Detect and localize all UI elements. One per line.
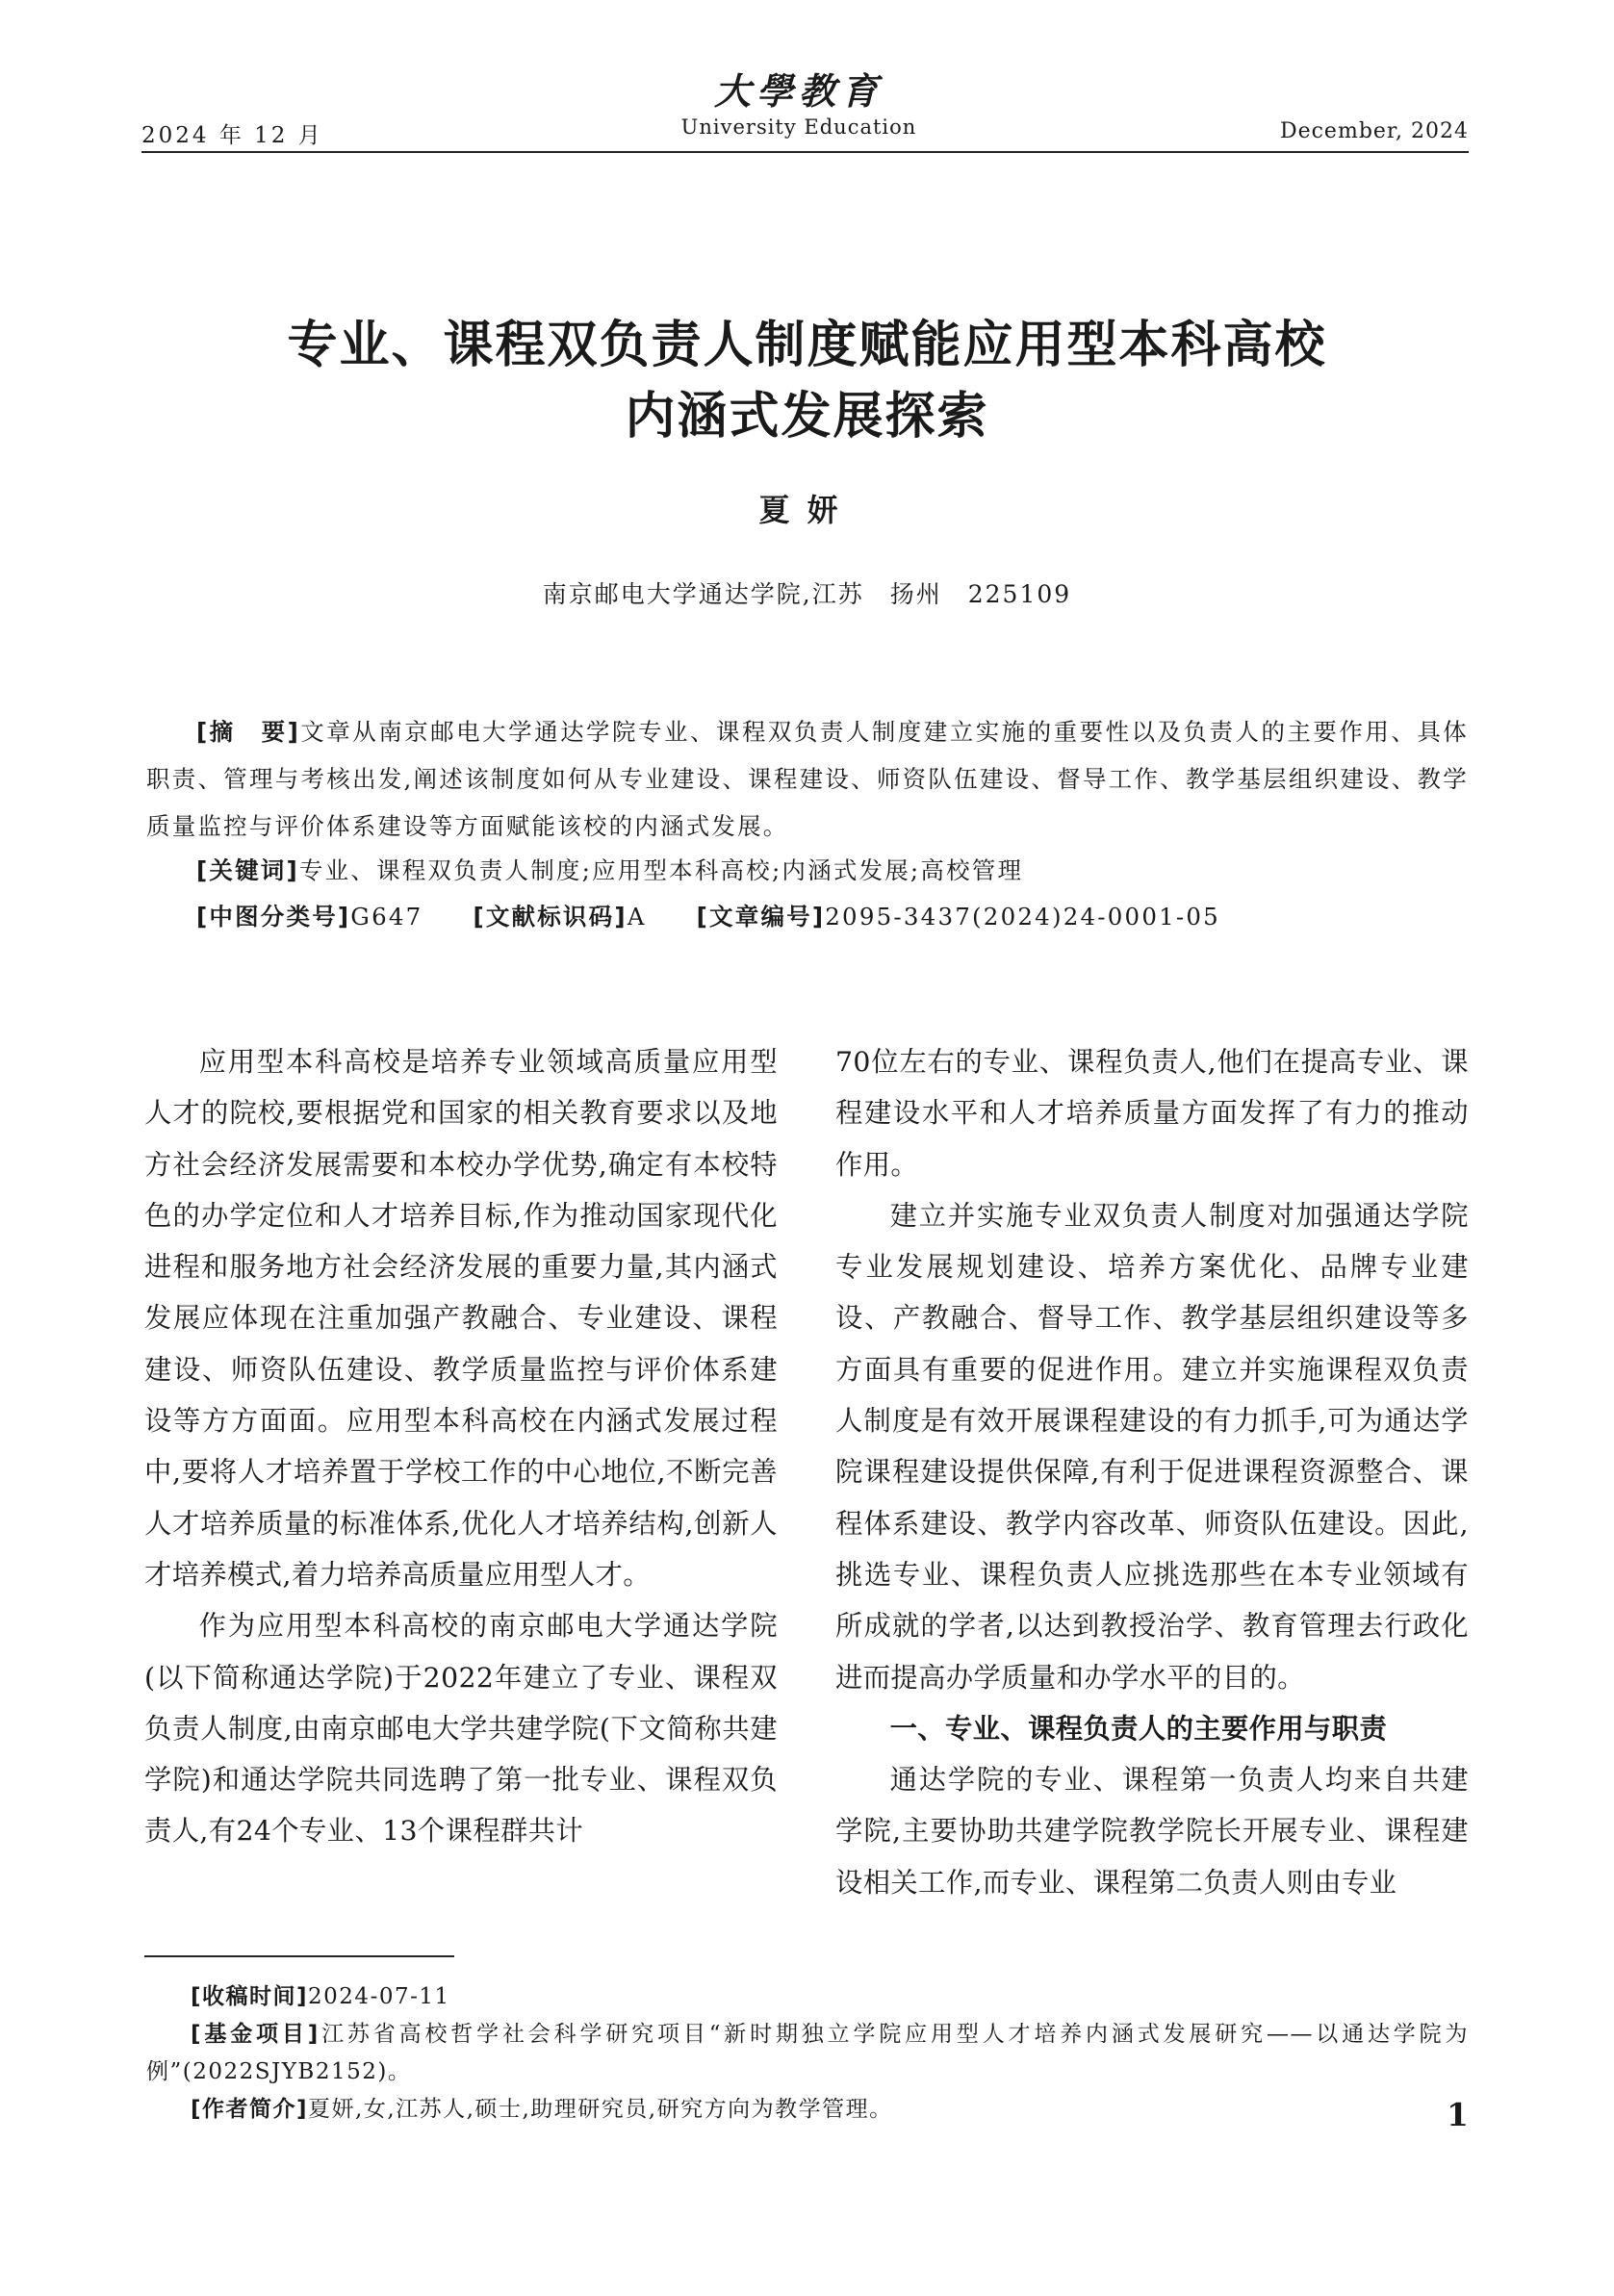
doc-code-label: [文献标识码] xyxy=(473,903,628,931)
header-date-cn: 2024 年 12 月 xyxy=(141,123,323,148)
footnote-author-bio xyxy=(146,2091,1513,2129)
keywords-label: [关键词] xyxy=(196,856,299,884)
body-left-column xyxy=(144,1036,778,1857)
header-rule xyxy=(141,151,1469,153)
author-affiliation: 南京邮电大学通达学院,江苏 扬州 225109 xyxy=(542,580,1072,608)
abstract-text: 文章从南京邮电大学通达学院专业、课程双负责人制度建立实施的重要性以及负责人的主要作用、具体职责、管理与考核出发,阐述该制度如何从专业建设、课程建设、师资队伍建设、督导工作、教学基层组织建设、教学质量监控与评价体系建设等方面赋能该校的内涵式发展。 xyxy=(146,718,1469,840)
author-bio-value: 夏妍,女,江苏人,硕士,助理研究员,研究方向为教学管理。 xyxy=(308,2097,893,2122)
author-bio-label: [作者简介] xyxy=(191,2097,309,2122)
classification-row xyxy=(146,893,1519,940)
section-heading: 一、专业、课程负责人的主要作用与职责 xyxy=(889,1712,1388,1745)
received-value: 2024-07-11 xyxy=(308,1984,450,2009)
article-title-line-2: 内涵式发展探索 xyxy=(625,388,989,446)
body-paragraph: 建立并实施专业双负责人制度对加强通达学院专业发展规划建设、培养方案优化、品牌专业建设、产教融合、督导工作、教学基层组织建设等多方面具有重要的促进作用。建立并实施课程双负责人制度是有效开展课程建设的有力抓手,可为通达学院课程建设提供保障,有利于促进课程资源整合、课程体系建设、教学内容改革、师资队伍建设。因此,挑选专业、课程负责人应挑选那些在本专业领域有所成就的学者,以达到教授治学、教育管理去行政化进而提高办学质量和办学水平的目的。 xyxy=(835,1199,1469,1694)
abstract xyxy=(146,708,1469,850)
fund-value: 江苏省高校哲学社会科学研究项目“新时期独立学院应用型人才培养内涵式发展研究——以通达学院为例”(2022SJYB2152)。 xyxy=(146,2022,1469,2084)
clc-label: [中图分类号] xyxy=(196,903,351,931)
footnote-rule xyxy=(144,1955,454,1957)
body-paragraph: 通达学院的专业、课程第一负责人均来自共建学院,主要协助共建学院教学院长开展专业、课程建设相关工作,而专业、课程第二负责人则由专业 xyxy=(835,1764,1469,1899)
article-number-label: [文章编号] xyxy=(696,903,826,931)
body-paragraph-continued: 70位左右的专业、课程负责人,他们在提高专业、课程建设水平和人才培养质量方面发挥了有力的推动作用。 xyxy=(835,1046,1469,1181)
journal-english-name: University Education xyxy=(680,115,917,139)
page-number: 1 xyxy=(1447,2096,1469,2133)
keywords-text: 专业、课程双负责人制度;应用型本科高校;内涵式发展;高校管理 xyxy=(298,856,1024,884)
footnote-fund xyxy=(146,2016,1469,2091)
fund-label: [基金项目] xyxy=(191,2022,320,2047)
article-title-line-1: 专业、课程双负责人制度赋能应用型本科高校 xyxy=(287,317,1327,374)
body-right-column xyxy=(835,1036,1469,1908)
header-date-en: December, 2024 xyxy=(1279,119,1469,143)
footnote-received xyxy=(146,1978,1513,2016)
received-label: [收稿时间] xyxy=(191,1984,309,2009)
author-name: 夏妍 xyxy=(758,492,856,528)
body-paragraph: 应用型本科高校是培养专业领域高质量应用型人才的院校,要根据党和国家的相关教育要求以及地方社会经济发展需要和本校办学优势,确定有本校特色的办学定位和人才培养目标,作为推动国家现代化进程和服务地方社会经济发展的重要力量,其内涵式发展应体现在注重加强产教融合、专业建设、课程建设、师资队伍建设、教学质量监控与评价体系建设等方方面面。应用型本科高校在内涵式发展过程中,要将人才培养置于学校工作的中心地位,不断完善人才培养质量的标准体系,优化人才培养结构,创新人才培养模式,着力培养高质量应用型人才。 xyxy=(144,1046,778,1591)
clc-value: G647 xyxy=(350,903,423,931)
abstract-label: [摘 要] xyxy=(196,718,301,746)
article-number-value: 2095-3437(2024)24-0001-05 xyxy=(825,903,1220,931)
keywords xyxy=(146,847,1519,894)
body-paragraph: 作为应用型本科高校的南京邮电大学通达学院(以下简称通达学院)于2022年建立了专业、课程双负责人制度,由南京邮电大学共建学院(下文简称共建学院)和通达学院共同选聘了第一批专业、课程双负责人,有24个专业、13个课程群共计 xyxy=(144,1610,778,1848)
journal-logo: 大學教育 xyxy=(713,69,884,113)
doc-code-value: A xyxy=(627,903,647,931)
